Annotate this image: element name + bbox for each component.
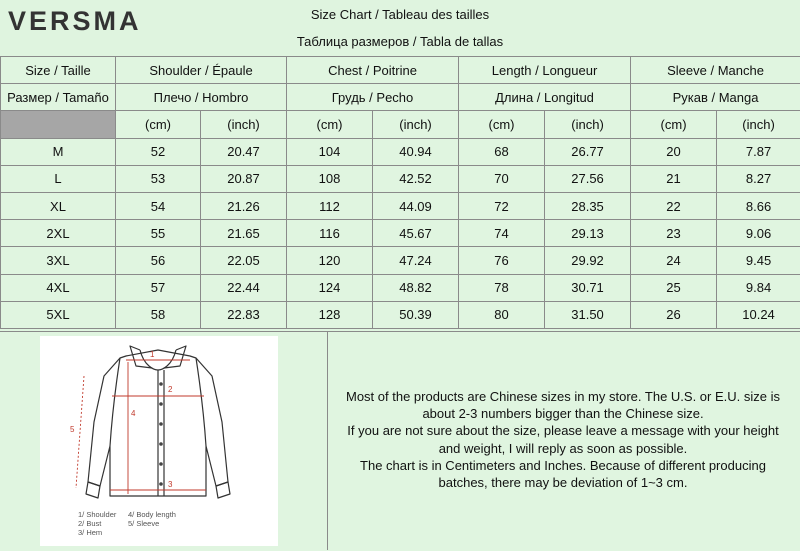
size-table (0, 56, 800, 329)
measurement-cell: 30.71 (545, 274, 631, 301)
measurement-cell: 25 (631, 274, 717, 301)
legend-item: 4/ Body length (128, 510, 176, 519)
header-length-alt: Длина / Longitud (459, 84, 631, 111)
legend-item: 5/ Sleeve (128, 519, 159, 528)
measurement-cell: 70 (459, 165, 545, 192)
units-row (1, 111, 800, 138)
measurement-cell: 58 (116, 301, 201, 328)
measurement-cell: 116 (287, 220, 373, 247)
brand-logo: VERSMA (8, 6, 142, 37)
table-row (1, 138, 800, 165)
measurement-cell: 55 (116, 220, 201, 247)
note-line: batches, there may be deviation of 1~3 cm. (330, 474, 796, 491)
measurement-cell: 44.09 (373, 192, 459, 219)
measurement-cell: 120 (287, 247, 373, 274)
header-length: Length / Longueur (459, 57, 631, 84)
measurement-cell: 27.56 (545, 165, 631, 192)
table-row (1, 247, 800, 274)
measurement-cell: 50.39 (373, 301, 459, 328)
measurement-cell: 124 (287, 274, 373, 301)
header-sleeve: Sleeve / Manche (631, 57, 800, 84)
measurement-cell: 9.45 (717, 247, 800, 274)
measurement-cell: 56 (116, 247, 201, 274)
legend-item: 2/ Bust (78, 519, 128, 528)
measurement-cell: 8.27 (717, 165, 800, 192)
measurement-cell: 20 (631, 138, 717, 165)
unit-cell: (inch) (717, 111, 800, 138)
measurement-cell: 26.77 (545, 138, 631, 165)
measurement-cell: 47.24 (373, 247, 459, 274)
header-row-1 (1, 57, 800, 84)
size-label-cell: L (1, 165, 116, 192)
vertical-divider (327, 332, 328, 550)
note-line: The chart is in Centimeters and Inches. Because of different producing (330, 457, 796, 474)
unit-cell: (cm) (287, 111, 373, 138)
size-notes (330, 388, 796, 491)
header-chest: Chest / Poitrine (287, 57, 459, 84)
header-size: Size / Taille (1, 57, 116, 84)
header-shoulder: Shoulder / Épaule (116, 57, 287, 84)
table-row (1, 301, 800, 328)
size-label-cell: 3XL (1, 247, 116, 274)
measurement-cell: 52 (116, 138, 201, 165)
diagram-legend (78, 510, 176, 537)
measurement-cell: 29.13 (545, 220, 631, 247)
measurement-cell: 9.06 (717, 220, 800, 247)
measurement-cell: 28.35 (545, 192, 631, 219)
measurement-cell: 22.05 (201, 247, 287, 274)
measurement-cell: 21 (631, 165, 717, 192)
unit-cell: (cm) (631, 111, 717, 138)
unit-cell: (inch) (373, 111, 459, 138)
diagram-label-2: 2 (168, 385, 173, 394)
header (0, 0, 800, 57)
measurement-cell: 29.92 (545, 247, 631, 274)
measurement-cell: 78 (459, 274, 545, 301)
measurement-cell: 20.47 (201, 138, 287, 165)
size-label-cell: XL (1, 192, 116, 219)
header-row-2 (1, 84, 800, 111)
unit-cell: (inch) (545, 111, 631, 138)
unit-cell: (cm) (116, 111, 201, 138)
measurement-cell: 31.50 (545, 301, 631, 328)
diagram-label-5: 5 (70, 425, 75, 434)
measurement-cell: 42.52 (373, 165, 459, 192)
measurement-cell: 20.87 (201, 165, 287, 192)
measurement-cell: 40.94 (373, 138, 459, 165)
measurement-cell: 68 (459, 138, 545, 165)
measurement-cell: 80 (459, 301, 545, 328)
size-label-cell: 4XL (1, 274, 116, 301)
measurement-cell: 54 (116, 192, 201, 219)
measurement-cell: 8.66 (717, 192, 800, 219)
diagram-label-1: 1 (150, 350, 155, 359)
header-size-alt: Размер / Tamaño (1, 84, 116, 111)
legend-item: 3/ Hem (78, 528, 102, 537)
unit-cell: (inch) (201, 111, 287, 138)
note-line: about 2-3 numbers bigger than the Chinese size. (330, 405, 796, 422)
measurement-cell: 72 (459, 192, 545, 219)
bottom-section (0, 331, 800, 550)
measurement-cell: 53 (116, 165, 201, 192)
size-rows (1, 138, 800, 328)
measurement-cell: 108 (287, 165, 373, 192)
measurement-cell: 45.67 (373, 220, 459, 247)
measurement-cell: 104 (287, 138, 373, 165)
size-label-cell: 2XL (1, 220, 116, 247)
measurement-cell: 21.26 (201, 192, 287, 219)
measurement-cell: 76 (459, 247, 545, 274)
measurement-cell: 112 (287, 192, 373, 219)
chart-title-line-1: Size Chart / Tableau des tailles (240, 7, 560, 22)
chart-title-line-2: Таблица размеров / Tabla de tallas (240, 34, 560, 49)
measurement-cell: 22.44 (201, 274, 287, 301)
header-chest-alt: Грудь / Pecho (287, 84, 459, 111)
header-sleeve-alt: Рукав / Manga (631, 84, 800, 111)
measurement-cell: 128 (287, 301, 373, 328)
measurement-cell: 74 (459, 220, 545, 247)
measurement-cell: 21.65 (201, 220, 287, 247)
measurement-cell: 23 (631, 220, 717, 247)
diagram-label-4: 4 (131, 409, 136, 418)
note-line: If you are not sure about the size, please leave a message with your height (330, 422, 796, 439)
table-row (1, 165, 800, 192)
legend-item: 1/ Shoulder (78, 510, 128, 519)
table-row (1, 192, 800, 219)
measurement-cell: 48.82 (373, 274, 459, 301)
note-line: and weight, I will reply as soon as possible. (330, 440, 796, 457)
table-row (1, 274, 800, 301)
header-shoulder-alt: Плечо / Hombro (116, 84, 287, 111)
measurement-cell: 57 (116, 274, 201, 301)
unit-cell: (cm) (459, 111, 545, 138)
measurement-cell: 22.83 (201, 301, 287, 328)
units-blank-cell (1, 111, 116, 138)
measurement-cell: 24 (631, 247, 717, 274)
measurement-cell: 26 (631, 301, 717, 328)
size-label-cell: M (1, 138, 116, 165)
note-line: Most of the products are Chinese sizes in my store. The U.S. or E.U. size is (330, 388, 796, 405)
measurement-cell: 10.24 (717, 301, 800, 328)
diagram-label-3: 3 (168, 480, 173, 489)
measurement-cell: 22 (631, 192, 717, 219)
measurement-cell: 9.84 (717, 274, 800, 301)
measurement-cell: 7.87 (717, 138, 800, 165)
table-row (1, 220, 800, 247)
size-label-cell: 5XL (1, 301, 116, 328)
